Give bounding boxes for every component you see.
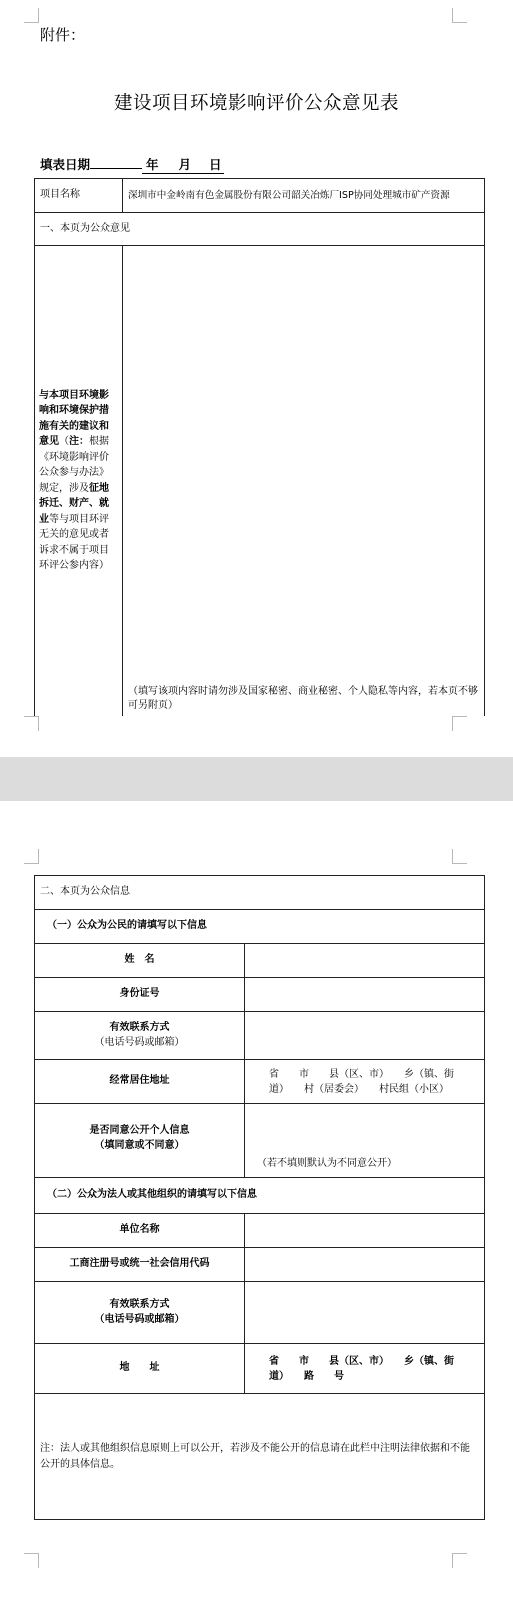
org-contact-line2: （电话号码或邮箱） [94, 1313, 185, 1325]
id-number-input[interactable] [245, 978, 485, 1012]
name-label: 姓 名 [35, 944, 245, 978]
project-name-label: 项目名称 [35, 179, 123, 213]
note-text: 注：法人或其他组织信息原则上可以公开，若涉及不能公开的信息请在此栏中注明法律依据和不能公开的具体信息。 [40, 1442, 470, 1470]
corner-mark [452, 849, 467, 864]
page-separator [0, 757, 513, 801]
registration-input[interactable] [245, 1248, 485, 1282]
org-address-line2: 道） 路 号 [269, 1370, 344, 1382]
section-1-header: 一、本页为公众意见 [35, 213, 485, 246]
attachment-label: 附件： [40, 26, 86, 44]
corner-mark [452, 1553, 467, 1568]
page-title: 建设项目环境影响评价公众意见表 [113, 93, 399, 114]
residence-line2: 道） 村（居委会） 村民组（小区） [269, 1083, 449, 1095]
year-field[interactable] [142, 155, 173, 174]
residence-line1: 省 市 县（区、市） 乡（镇、街 [269, 1068, 454, 1080]
corner-mark [452, 716, 467, 731]
corner-mark [24, 849, 39, 864]
org-header: （二）公众为法人或其他组织的请填写以下信息 [35, 1178, 485, 1214]
corner-mark [24, 716, 39, 731]
opinion-label-bold: 与本项目环境影响和环境保护措施有关的建议和意见 [39, 389, 109, 448]
document-page-1 [0, 0, 513, 757]
citizen-header: （一）公众为公民的请填写以下信息 [35, 910, 485, 944]
contact-label-line2: （电话号码或邮箱） [94, 1036, 185, 1048]
corner-mark [24, 8, 39, 23]
contact-label [35, 1012, 245, 1060]
consent-hint: （若不填则默认为不同意公开） [257, 1157, 397, 1169]
month-label: 月 [178, 157, 192, 172]
year-label: 年 [146, 157, 159, 172]
fill-date [40, 155, 224, 174]
org-contact-input[interactable] [245, 1282, 485, 1344]
registration-label: 工商注册号或统一社会信用代码 [35, 1248, 245, 1282]
org-contact-line1: 有效联系方式 [109, 1299, 170, 1310]
consent-label-line1: 是否同意公开个人信息 [89, 1125, 190, 1136]
org-contact-label [35, 1282, 245, 1344]
opinion-label-note: 注： [69, 436, 89, 448]
fill-date-label: 填表日期 [40, 157, 91, 172]
org-address-line1: 省 市 县（区、市） 乡（镇、街 [269, 1355, 454, 1367]
opinion-input-area[interactable] [123, 246, 485, 716]
day-field[interactable] [203, 155, 224, 174]
contact-label-line1: 有效联系方式 [109, 1022, 170, 1033]
corner-mark [24, 1553, 39, 1568]
org-address-label: 地 址 [35, 1344, 245, 1394]
org-address-input[interactable] [245, 1344, 485, 1394]
unit-name-input[interactable] [245, 1214, 485, 1248]
opinion-label [35, 246, 123, 716]
id-number-label: 身份证号 [35, 978, 245, 1012]
name-input[interactable] [245, 944, 485, 978]
corner-mark [452, 8, 467, 23]
note-cell[interactable] [35, 1394, 485, 1520]
section-2-header: 二、本页为公众信息 [35, 876, 485, 910]
opinion-label-text: 根据《环境影响评价公众参与办法》规定，涉及 [39, 436, 109, 494]
public-opinion-table [34, 178, 485, 716]
consent-label [35, 1104, 245, 1178]
public-info-table [34, 875, 485, 1520]
opinion-label-paren: （ [59, 436, 69, 448]
opinion-label-text-2: 等与项目环评无关的意见或者诉求不属于项目环评公参内容） [39, 513, 109, 572]
unit-name-label: 单位名称 [35, 1214, 245, 1248]
day-label: 日 [209, 157, 222, 172]
residence-label: 经常居住地址 [35, 1060, 245, 1104]
consent-label-line2: （填同意或不同意） [94, 1139, 185, 1151]
residence-input[interactable] [245, 1060, 485, 1104]
date-blank[interactable] [90, 156, 142, 169]
month-field[interactable] [173, 155, 204, 174]
opinion-hint: （填写该项内容时请勿涉及国家秘密、商业秘密、个人隐私等内容，若本页不够可另附页） [128, 685, 478, 711]
consent-input[interactable] [245, 1104, 485, 1178]
opinion-label-bold-2: 征地拆迁、财产、就业 [39, 482, 109, 525]
project-name-value: 深圳市中金岭南有色金属股份有限公司韶关冶炼厂ISP协同处理城市矿产资源 [123, 179, 485, 213]
contact-input[interactable] [245, 1012, 485, 1060]
